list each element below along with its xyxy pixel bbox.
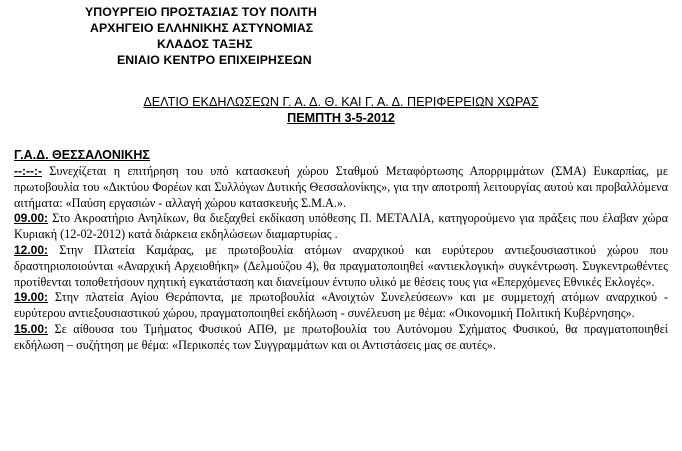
event-list [14,164,668,354]
event-time: 15.00: [14,321,49,336]
event-item [14,211,668,243]
event-item [14,243,668,290]
event-item [14,164,668,211]
event-time: 12.00: [14,242,49,257]
event-time: --:--:- [14,164,42,178]
event-time: 19.00: [14,290,49,305]
event-time: 09.00: [14,211,49,226]
branch-name: ΚΛΑΔΟΣ ΤΑΞΗΣ [157,37,253,51]
event-item [14,290,668,322]
event-description: Στο Ακροατήριο Ανηλίκων, θα διεξαχθεί εκδίκαση υπόθεσης Π. ΜΕΤΑΛΙΑ, κατηγορούμενο για πράξεις που έλαβαν χώρα Κυριακή (12-02-2012) κατά διάρκεια εκδηλώσεων διαμαρτυρίας . [14,211,668,242]
bulletin-title: ΔΕΛΤΙΟ ΕΚΔΗΛΩΣΕΩΝ Γ. Α. Δ. Θ. ΚΑΙ Γ. Α. Δ. ΠΕΡΙΦΕΡΕΙΩΝ ΧΩΡΑΣ [143,95,539,109]
bulletin-date: ΠΕΜΠΤΗ 3-5-2012 [287,111,395,125]
event-description: Στην πλατεία Αγίου Θεράποντα, με πρωτοβουλία «Ανοιχτών Συνελεύσεων» και με συμμετοχή ατόμων αναρχικού - ευρύτερου αντιεξουσιαστικού χώρου, πραγματοποιηθεί εκδήλωση - συνέλευση με θέμα: «Οικονομική Πολιτική Κυβέρνησης». [14,290,668,321]
event-description: Συνεχίζεται η επιτήρηση του υπό κατασκευή χώρου Σταθμού Μεταφόρτωσης Απορριμμάτων (ΣΜΑ) Ευκαρπίας, με πρωτοβουλία του «Δικτύου Φορέων και Συλλόγων Δυτικής Θεσσαλονίκης», για την αποτροπή λειτουργίας αυτού και προβαλλόμενα αιτήματα: «Παύση εργασιών - αλλαγή χώρου κατασκευής Σ.Μ.Α.». [14,164,668,210]
event-item [14,322,668,354]
region-heading: Γ.Α.Δ. ΘΕΣΣΑΛΟΝΙΚΗΣ [14,148,150,162]
event-description: Σε αίθουσα του Τμήματος Φυσικού ΑΠΘ, με πρωτοβουλία του Αυτόνομου Σχήματος Φυσικού, θα πραγματοποιηθεί εκδήλωση – συζήτηση με θέμα: «Περικοπές των Συγγραμμάτων και οι Αντιστάσεις μας σε αυτές». [14,321,668,352]
police-headquarters-name: ΑΡΧΗΓΕΙΟ ΕΛΛΗΝΙΚΗΣ ΑΣΤΥΝΟΜΙΑΣ [90,21,314,35]
ministry-name: ΥΠΟΥΡΓΕΙΟ ΠΡΟΣΤΑΣΙΑΣ ΤΟΥ ΠΟΛΙΤΗ [85,5,318,19]
operations-center-name: ΕΝΙΑΙΟ ΚΕΝΤΡΟ ΕΠΙΧΕΙΡΗΣΕΩΝ [117,53,312,67]
event-description: Στην Πλατεία Καμάρας, με πρωτοβουλία ατόμων αναρχικού και ευρύτερου αντιεξουσιαστικού χώρου που δραστηριοποιούνται «Αναρχική Αρχειοθήκη» (Δελμούζου 4), θα πραγματοποιηθεί «αντιεκλογική» συγκέντρωση. Συγκεντρωθέντες προτίθενται τοποθετήσουν ηχητική εγκατάσταση και διανείμουν έντυπο υλικό με θέσεις τους για «Επερχόμενες Εθνικές Εκλογές». [14,242,668,289]
